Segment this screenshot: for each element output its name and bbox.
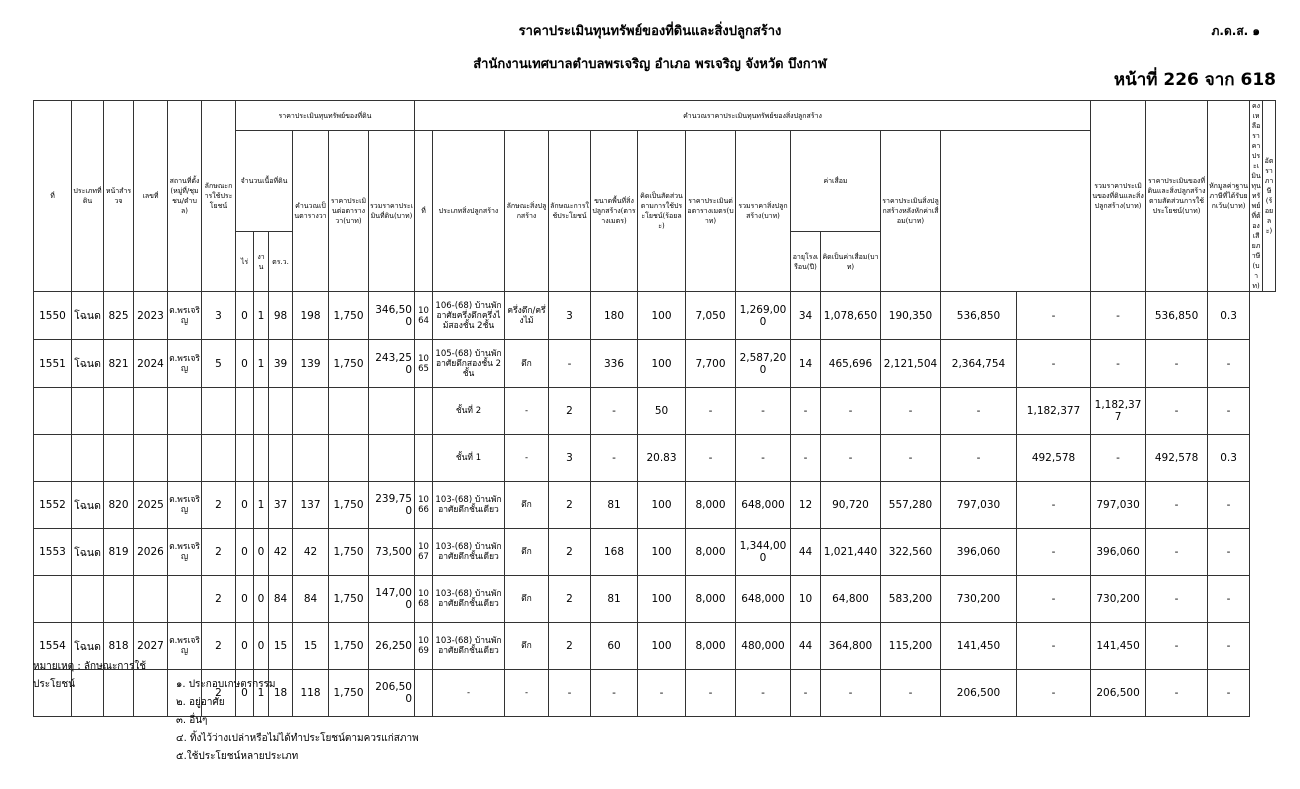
cell-b-no: 1064 xyxy=(415,292,433,340)
cell-b-after-dep: - xyxy=(881,388,941,435)
notes-row-1 xyxy=(33,658,419,694)
table-row xyxy=(34,576,1276,623)
cell-tax-rate: - xyxy=(1208,388,1250,435)
cell-wa: 37 xyxy=(269,482,293,529)
col-location: สถานที่ตั้ง(หมู่ที่/ชุมชน/ตำบล) xyxy=(168,101,202,292)
cell-b-area: - xyxy=(591,670,638,717)
cell-dep-value: 1,078,650 xyxy=(821,292,881,340)
cell-dep-value: 465,696 xyxy=(821,340,881,388)
note-item: ๒. อยู่อาศัย xyxy=(176,697,225,708)
cell-dep-value: 90,720 xyxy=(821,482,881,529)
cell-wa xyxy=(269,388,293,435)
cell-usage: 2 xyxy=(202,482,236,529)
cell-b-area: 168 xyxy=(591,529,638,576)
cell-b-area: 60 xyxy=(591,623,638,670)
cell-b-after-dep: 115,200 xyxy=(881,623,941,670)
cell-ngan xyxy=(254,435,269,482)
cell-land-total: 73,500 xyxy=(369,529,415,576)
cell-b-percent: 50 xyxy=(638,388,686,435)
notes xyxy=(33,658,419,766)
cell-rai: 0 xyxy=(236,292,254,340)
assessment-table xyxy=(33,100,1276,717)
cell-total-value: 2,364,754 xyxy=(941,340,1017,388)
cell-dep-value: - xyxy=(821,388,881,435)
cell-dep-age: 14 xyxy=(791,340,821,388)
col-building-no: ที่ xyxy=(415,131,433,292)
col-proportional: ราคาประเมินของที่ดินและสิ่งปลูกสร้างตามสัดส่วนการใช้ประโยชน์(บาท) xyxy=(1146,101,1208,292)
cell-dep-age: - xyxy=(791,670,821,717)
cell-wa: 18 xyxy=(269,670,293,717)
cell-ngan: 0 xyxy=(254,623,269,670)
col-group-area: จำนวนเนื้อที่ดิน xyxy=(236,131,293,232)
cell-taxable: - xyxy=(1146,529,1208,576)
cell-land-total xyxy=(369,435,415,482)
cell-ngan: 1 xyxy=(254,482,269,529)
cell-price-per-wa: 1,750 xyxy=(329,340,369,388)
cell-location: ต.พรเจริญ xyxy=(168,292,202,340)
cell-number: 2025 xyxy=(134,482,168,529)
cell-taxable: - xyxy=(1146,623,1208,670)
cell-b-total: 1,269,000 xyxy=(736,292,791,340)
cell-b-total: 1,344,000 xyxy=(736,529,791,576)
cell-number xyxy=(134,576,168,623)
cell-exemption: 797,030 xyxy=(1091,482,1146,529)
cell-b-no: 1069 xyxy=(415,623,433,670)
cell-price-per-wa: 1,750 xyxy=(329,576,369,623)
cell-calc-wa: 118 xyxy=(293,670,329,717)
cell-exemption: 730,200 xyxy=(1091,576,1146,623)
cell-land-type: โฉนด xyxy=(72,482,104,529)
cell-rai xyxy=(236,435,254,482)
cell-dep-age: - xyxy=(791,388,821,435)
cell-proportional: - xyxy=(1017,576,1091,623)
cell-total-value: 730,200 xyxy=(941,576,1017,623)
cell-survey-page: 819 xyxy=(104,529,134,576)
cell-taxable: - xyxy=(1146,340,1208,388)
cell-b-style: ตึก xyxy=(505,482,549,529)
cell-total-value: 536,850 xyxy=(941,292,1017,340)
cell-rai: 0 xyxy=(236,576,254,623)
cell-b-no: 1066 xyxy=(415,482,433,529)
cell-location: ต.พรเจริญ xyxy=(168,529,202,576)
cell-dep-age: 12 xyxy=(791,482,821,529)
cell-survey-page xyxy=(104,388,134,435)
cell-no: 1550 xyxy=(34,292,72,340)
cell-b-style: - xyxy=(505,670,549,717)
cell-survey-page xyxy=(104,576,134,623)
cell-dep-value: - xyxy=(821,670,881,717)
cell-b-price-sqm: 7,050 xyxy=(686,292,736,340)
cell-no xyxy=(34,576,72,623)
cell-b-type: 103-(68) บ้านพักอาศัยตึกชั้นเดียว xyxy=(433,529,505,576)
col-wa: ตร.ว. xyxy=(269,232,293,292)
cell-b-area: - xyxy=(591,435,638,482)
col-total-value: รวมราคาประเมินของที่ดินและสิ่งปลูกสร้าง(บาท) xyxy=(1091,101,1146,292)
note-item: ๕.ใช้ประโยชน์หลายประเภท xyxy=(176,751,299,762)
cell-ngan: 1 xyxy=(254,292,269,340)
cell-survey-page: 825 xyxy=(104,292,134,340)
col-building-percent: คิดเป็นสัดส่วนตามการใช้ประโยชน์(ร้อยละ) xyxy=(638,131,686,292)
cell-b-after-dep: - xyxy=(881,670,941,717)
cell-taxable: - xyxy=(1146,388,1208,435)
page-number: หน้าที่ 226 จาก 618 xyxy=(1113,70,1276,90)
cell-ngan: 0 xyxy=(254,576,269,623)
table-row xyxy=(34,435,1276,482)
cell-usage xyxy=(202,388,236,435)
table-row xyxy=(34,482,1276,529)
cell-total-value: 141,450 xyxy=(941,623,1017,670)
cell-exemption: 141,450 xyxy=(1091,623,1146,670)
cell-exemption: - xyxy=(1091,292,1146,340)
cell-tax-rate: - xyxy=(1208,482,1250,529)
col-no: ที่ xyxy=(34,101,72,292)
cell-calc-wa: 84 xyxy=(293,576,329,623)
cell-b-style: ตึก xyxy=(505,576,549,623)
cell-ngan: 1 xyxy=(254,340,269,388)
cell-usage: 5 xyxy=(202,340,236,388)
cell-b-total: - xyxy=(736,388,791,435)
cell-total-value: - xyxy=(941,435,1017,482)
col-ngan: งาน xyxy=(254,232,269,292)
cell-b-area: 81 xyxy=(591,576,638,623)
col-price-per-wa: ราคาประเมินต่อตารางวา(บาท) xyxy=(329,131,369,292)
cell-exemption: 1,182,377 xyxy=(1091,388,1146,435)
cell-taxable: - xyxy=(1146,482,1208,529)
col-building-total: รวมราคาสิ่งปลูกสร้าง(บาท) xyxy=(736,131,791,292)
cell-dep-age: 10 xyxy=(791,576,821,623)
cell-total-value: 797,030 xyxy=(941,482,1017,529)
cell-b-price-sqm: - xyxy=(686,435,736,482)
cell-b-type: 105-(68) บ้านพักอาศัยตึกสองชั้น 2ชั้น xyxy=(433,340,505,388)
cell-location xyxy=(168,576,202,623)
cell-b-type: 103-(68) บ้านพักอาศัยตึกชั้นเดียว xyxy=(433,623,505,670)
cell-proportional: - xyxy=(1017,340,1091,388)
cell-b-percent: 20.83 xyxy=(638,435,686,482)
cell-b-percent: 100 xyxy=(638,292,686,340)
cell-land-total: 206,500 xyxy=(369,670,415,717)
note-item: ๑. ประกอบเกษตรกรรม xyxy=(176,679,276,690)
cell-number: 2024 xyxy=(134,340,168,388)
cell-taxable: 492,578 xyxy=(1146,435,1208,482)
cell-taxable: 536,850 xyxy=(1146,292,1208,340)
cell-b-percent: 100 xyxy=(638,482,686,529)
cell-land-total: 26,250 xyxy=(369,623,415,670)
cell-location: ต.พรเจริญ xyxy=(168,623,202,670)
cell-b-no: 1067 xyxy=(415,529,433,576)
cell-dep-value: 1,021,440 xyxy=(821,529,881,576)
cell-usage: 2 xyxy=(202,576,236,623)
cell-b-usage: 2 xyxy=(549,529,591,576)
col-exemption: หักมูลค่าฐานภาษีที่ได้รับยกเว้น(บาท) xyxy=(1208,101,1250,292)
cell-land-total: 147,000 xyxy=(369,576,415,623)
cell-tax-rate: - xyxy=(1208,670,1250,717)
cell-total-value: 396,060 xyxy=(941,529,1017,576)
cell-b-area: 336 xyxy=(591,340,638,388)
cell-land-type xyxy=(72,576,104,623)
cell-land-total xyxy=(369,388,415,435)
cell-survey-page: 821 xyxy=(104,340,134,388)
col-building-after-dep: ราคาประเมินสิ่งปลูกสร้างหลังหักค่าเสื่อม(บาท) xyxy=(881,131,941,292)
cell-rai: 0 xyxy=(236,340,254,388)
cell-wa: 42 xyxy=(269,529,293,576)
cell-b-usage: 2 xyxy=(549,623,591,670)
col-calc-wa: คำนวณเป็นตารางวา xyxy=(293,131,329,292)
cell-b-price-sqm: - xyxy=(686,388,736,435)
col-rai: ไร่ xyxy=(236,232,254,292)
cell-b-price-sqm: 7,700 xyxy=(686,340,736,388)
cell-location xyxy=(168,388,202,435)
col-taxable: คงเหลือราคาประเมินทุนทรัพย์ที่ต้องเสียภาษี(บาท) xyxy=(1251,102,1261,290)
cell-ngan: 1 xyxy=(254,670,269,717)
cell-location: ต.พรเจริญ xyxy=(168,340,202,388)
cell-survey-page: 820 xyxy=(104,482,134,529)
cell-price-per-wa xyxy=(329,435,369,482)
cell-b-no xyxy=(415,435,433,482)
cell-usage: 3 xyxy=(202,292,236,340)
cell-price-per-wa xyxy=(329,388,369,435)
cell-tax-rate: - xyxy=(1208,529,1250,576)
cell-b-usage: - xyxy=(549,670,591,717)
cell-wa: 39 xyxy=(269,340,293,388)
cell-b-type: 103-(68) บ้านพักอาศัยตึกชั้นเดียว xyxy=(433,576,505,623)
cell-calc-wa: 137 xyxy=(293,482,329,529)
cell-b-usage: 2 xyxy=(549,576,591,623)
cell-b-type: - xyxy=(433,670,505,717)
cell-b-style: ตึก xyxy=(505,623,549,670)
col-tax-rate: อัตราภาษี(ร้อยละ) xyxy=(1263,101,1276,292)
cell-b-price-sqm: - xyxy=(686,670,736,717)
cell-rai: 0 xyxy=(236,623,254,670)
cell-number xyxy=(134,435,168,482)
cell-calc-wa: 42 xyxy=(293,529,329,576)
col-usage: ลักษณะการใช้ประโยชน์ xyxy=(202,101,236,292)
cell-b-percent: 100 xyxy=(638,340,686,388)
notes-label: หมายเหตุ : ลักษณะการใช้ประโยชน์ xyxy=(33,661,147,690)
note-item: ๓. อื่นๆ xyxy=(176,715,208,726)
cell-b-percent: 100 xyxy=(638,623,686,670)
cell-survey-page: 818 xyxy=(104,623,134,670)
cell-tax-rate: - xyxy=(1208,576,1250,623)
cell-b-after-dep: 583,200 xyxy=(881,576,941,623)
cell-total-value: - xyxy=(941,388,1017,435)
cell-dep-age: 44 xyxy=(791,623,821,670)
cell-proportional: - xyxy=(1017,623,1091,670)
cell-dep-age: 44 xyxy=(791,529,821,576)
cell-b-after-dep: - xyxy=(881,435,941,482)
cell-exemption: 396,060 xyxy=(1091,529,1146,576)
cell-exemption: - xyxy=(1091,340,1146,388)
cell-b-type: 103-(68) บ้านพักอาศัยตึกชั้นเดียว xyxy=(433,482,505,529)
cell-rai: 0 xyxy=(236,529,254,576)
cell-number xyxy=(134,388,168,435)
page-subtitle: สำนักงานเทศบาลตำบลพรเจริญ อำเภอ พรเจริญ จังหวัด บึงกาฬ xyxy=(473,57,827,72)
cell-wa: 15 xyxy=(269,623,293,670)
cell-price-per-wa: 1,750 xyxy=(329,623,369,670)
cell-proportional: - xyxy=(1017,292,1091,340)
col-survey-page: หน้าสำรวจ xyxy=(104,101,134,292)
table-row xyxy=(34,292,1276,340)
page-title: ราคาประเมินทุนทรัพย์ของที่ดินและสิ่งปลูกสร้าง xyxy=(518,24,782,39)
cell-b-no: 1065 xyxy=(415,340,433,388)
cell-proportional: - xyxy=(1017,670,1091,717)
cell-land-type: โฉนด xyxy=(72,292,104,340)
cell-tax-rate: 0.3 xyxy=(1208,435,1250,482)
col-dep-age: อายุโรงเรือน(ปี) xyxy=(791,232,821,292)
cell-number: 2023 xyxy=(134,292,168,340)
cell-b-total: 2,587,200 xyxy=(736,340,791,388)
cell-no: 1553 xyxy=(34,529,72,576)
cell-total-value: 206,500 xyxy=(941,670,1017,717)
cell-b-total: - xyxy=(736,435,791,482)
cell-b-type: 106-(68) บ้านพักอาศัยครึ่งตึกครึ่งไม้สองชั้น 2ชั้น xyxy=(433,292,505,340)
cell-dep-age: - xyxy=(791,435,821,482)
cell-dep-age: 34 xyxy=(791,292,821,340)
note-item: ๔. ทิ้งไว้ว่างเปล่าหรือไม่ได้ทำประโยชน์ตามควรแก่สภาพ xyxy=(176,733,419,744)
cell-usage: 2 xyxy=(202,670,236,717)
cell-no: 1554 xyxy=(34,623,72,670)
table-row xyxy=(34,388,1276,435)
cell-no: 1551 xyxy=(34,340,72,388)
cell-number: 2027 xyxy=(134,623,168,670)
cell-land-type: โฉนด xyxy=(72,623,104,670)
cell-calc-wa: 198 xyxy=(293,292,329,340)
cell-exemption: - xyxy=(1091,435,1146,482)
cell-price-per-wa: 1,750 xyxy=(329,482,369,529)
cell-b-total: 648,000 xyxy=(736,482,791,529)
cell-b-percent: - xyxy=(638,670,686,717)
cell-wa: 84 xyxy=(269,576,293,623)
cell-b-after-dep: 557,280 xyxy=(881,482,941,529)
cell-b-price-sqm: 8,000 xyxy=(686,623,736,670)
cell-b-usage: 2 xyxy=(549,388,591,435)
cell-taxable: - xyxy=(1146,576,1208,623)
cell-b-style: ตึก xyxy=(505,340,549,388)
cell-calc-wa xyxy=(293,388,329,435)
cell-price-per-wa: 1,750 xyxy=(329,670,369,717)
cell-b-type: ชั้นที่ 2 xyxy=(433,388,505,435)
cell-b-no xyxy=(415,388,433,435)
col-number: เลขที่ xyxy=(134,101,168,292)
cell-b-percent: 100 xyxy=(638,576,686,623)
col-building-area: ขนาดพื้นที่สิ่งปลูกสร้าง(ตารางเมตร) xyxy=(591,131,638,292)
col-group-building: คำนวณราคาประเมินทุนทรัพย์ของสิ่งปลูกสร้าง xyxy=(415,101,1091,131)
cell-land-type: โฉนด xyxy=(72,340,104,388)
col-land-type: ประเภทที่ดิน xyxy=(72,101,104,292)
col-building-usage: ลักษณะการใช้ประโยชน์ xyxy=(549,131,591,292)
cell-b-style: ตึก xyxy=(505,529,549,576)
cell-rai xyxy=(236,388,254,435)
cell-b-no: 1068 xyxy=(415,576,433,623)
cell-ngan xyxy=(254,388,269,435)
cell-b-usage: 3 xyxy=(549,435,591,482)
cell-b-total: 648,000 xyxy=(736,576,791,623)
cell-calc-wa: 15 xyxy=(293,623,329,670)
cell-survey-page xyxy=(104,435,134,482)
cell-land-total: 243,250 xyxy=(369,340,415,388)
table-row xyxy=(34,529,1276,576)
col-group-depreciation: ค่าเสื่อม xyxy=(791,131,881,232)
col-building-type: ประเภทสิ่งปลูกสร้าง xyxy=(433,131,505,292)
cell-usage xyxy=(202,435,236,482)
col-dep-value: คิดเป็นค่าเสื่อม(บาท) xyxy=(821,232,881,292)
cell-no xyxy=(34,435,72,482)
cell-usage: 2 xyxy=(202,529,236,576)
cell-dep-value: 64,800 xyxy=(821,576,881,623)
cell-tax-rate: - xyxy=(1208,340,1250,388)
form-code: ภ.ด.ส. ๑ xyxy=(1211,24,1260,38)
cell-price-per-wa: 1,750 xyxy=(329,292,369,340)
col-group-land: ราคาประเมินทุนทรัพย์ของที่ดิน xyxy=(236,101,415,131)
cell-calc-wa xyxy=(293,435,329,482)
cell-tax-rate: - xyxy=(1208,623,1250,670)
col-building-style: ลักษณะสิ่งปลูกสร้าง xyxy=(505,131,549,292)
cell-proportional: 492,578 xyxy=(1017,435,1091,482)
cell-b-area: 81 xyxy=(591,482,638,529)
cell-dep-value: 364,800 xyxy=(821,623,881,670)
cell-wa xyxy=(269,435,293,482)
cell-b-style: - xyxy=(505,435,549,482)
cell-rai: 0 xyxy=(236,482,254,529)
cell-usage: 2 xyxy=(202,623,236,670)
cell-tax-rate: 0.3 xyxy=(1208,292,1250,340)
cell-ngan: 0 xyxy=(254,529,269,576)
cell-price-per-wa: 1,750 xyxy=(329,529,369,576)
cell-b-total: 480,000 xyxy=(736,623,791,670)
cell-b-usage: 3 xyxy=(549,292,591,340)
cell-land-total: 346,500 xyxy=(369,292,415,340)
cell-no xyxy=(34,388,72,435)
cell-b-usage: 2 xyxy=(549,482,591,529)
cell-land-type xyxy=(72,388,104,435)
cell-land-total: 239,750 xyxy=(369,482,415,529)
cell-b-price-sqm: 8,000 xyxy=(686,482,736,529)
cell-b-usage: - xyxy=(549,340,591,388)
cell-taxable: - xyxy=(1146,670,1208,717)
cell-b-style: - xyxy=(505,388,549,435)
cell-exemption: 206,500 xyxy=(1091,670,1146,717)
cell-no: 1552 xyxy=(34,482,72,529)
cell-b-area: - xyxy=(591,388,638,435)
cell-proportional: - xyxy=(1017,529,1091,576)
cell-location xyxy=(168,435,202,482)
cell-b-type: ชั้นที่ 1 xyxy=(433,435,505,482)
cell-proportional: 1,182,377 xyxy=(1017,388,1091,435)
col-land-total: รวมราคาประเมินที่ดิน(บาท) xyxy=(369,131,415,292)
cell-b-after-dep: 190,350 xyxy=(881,292,941,340)
cell-b-price-sqm: 8,000 xyxy=(686,576,736,623)
cell-location: ต.พรเจริญ xyxy=(168,482,202,529)
cell-calc-wa: 139 xyxy=(293,340,329,388)
cell-b-style: ครึ่งตึก/ครึ่งไม้ xyxy=(505,292,549,340)
cell-b-total: - xyxy=(736,670,791,717)
cell-land-type: โฉนด xyxy=(72,529,104,576)
cell-dep-value: - xyxy=(821,435,881,482)
cell-rai: 0 xyxy=(236,670,254,717)
cell-b-after-dep: 322,560 xyxy=(881,529,941,576)
cell-b-price-sqm: 8,000 xyxy=(686,529,736,576)
cell-b-after-dep: 2,121,504 xyxy=(881,340,941,388)
table-row xyxy=(34,340,1276,388)
cell-wa: 98 xyxy=(269,292,293,340)
cell-b-percent: 100 xyxy=(638,529,686,576)
cell-number: 2026 xyxy=(134,529,168,576)
col-building-price-sqm: ราคาประเมินต่อตารางเมตร(บาท) xyxy=(686,131,736,292)
cell-b-area: 180 xyxy=(591,292,638,340)
cell-proportional: - xyxy=(1017,482,1091,529)
cell-land-type xyxy=(72,435,104,482)
